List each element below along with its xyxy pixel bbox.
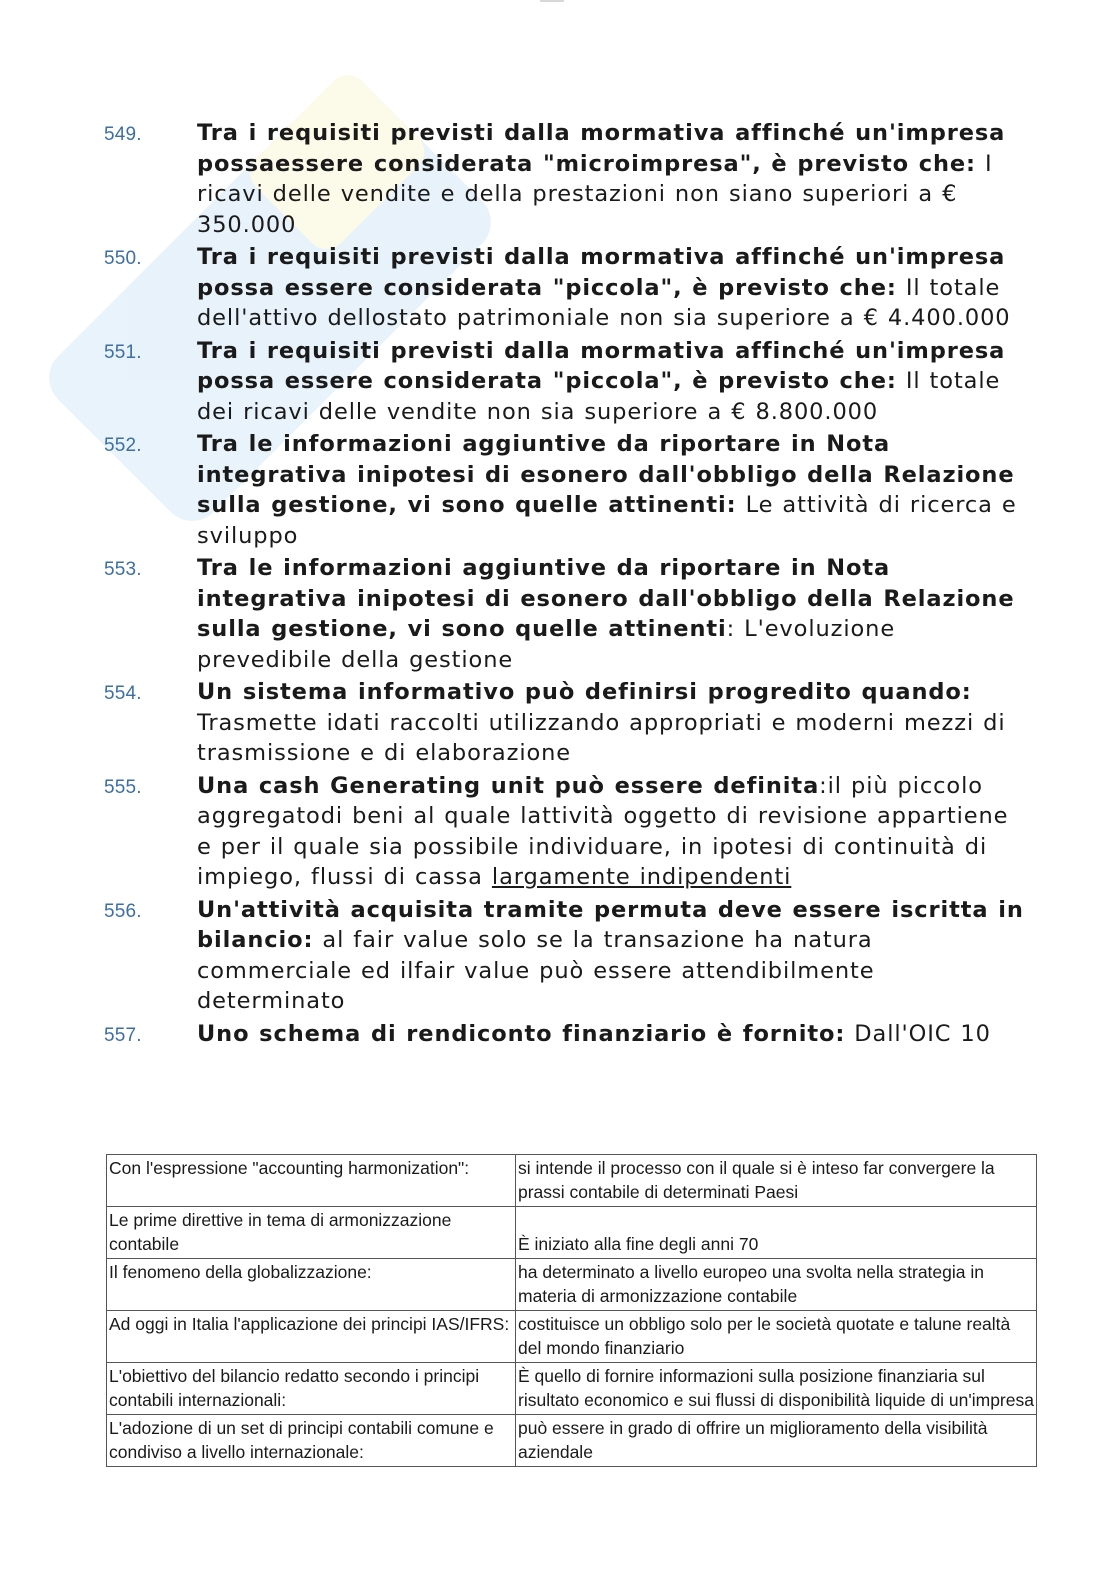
item-answer: Dall'OIC 10 bbox=[845, 1020, 991, 1047]
question-answer-list bbox=[104, 118, 1024, 1049]
qa-item-555 bbox=[104, 771, 1024, 893]
table-cell-question: Il fenomeno della globalizzazione: bbox=[107, 1259, 516, 1311]
item-text bbox=[197, 1019, 1024, 1050]
item-answer: I ricavi delle vendite e della prestazioni non siano superiori a € 350.000 bbox=[197, 150, 993, 238]
table-cell-question: L'obiettivo del bilancio redatto secondo i principi contabili internazionali: bbox=[107, 1363, 516, 1415]
item-question: Uno schema di rendiconto finanziario è fornito: bbox=[197, 1020, 846, 1047]
item-number: 552. bbox=[104, 435, 142, 456]
table-row bbox=[107, 1259, 1037, 1311]
item-question: Una cash Generating unit può essere definita bbox=[197, 772, 820, 799]
item-question: Tra i requisiti previsti dalla mormativa affinché un'impresa possa essere considerata "piccola", è previsto che: bbox=[197, 337, 1006, 394]
qa-item-549 bbox=[104, 118, 1024, 240]
item-number: 553. bbox=[104, 559, 142, 580]
table-cell-answer: costituisce un obbligo solo per le società quotate e talune realtà del mondo finanziario bbox=[516, 1311, 1037, 1363]
item-question: Tra le informazioni aggiuntive da riportare in Nota integrativa inipotesi di esonero dall'obbligo della Relazione sulla gestione, vi sono quelle attinenti: bbox=[197, 431, 1015, 518]
item-text bbox=[197, 336, 1024, 428]
table-cell-answer: si intende il processo con il quale si è inteso far convergere la prassi contabile di determinati Paesi bbox=[516, 1155, 1037, 1207]
table-cell-question: L'adozione di un set di principi contabili comune e condiviso a livello internazionale: bbox=[107, 1415, 516, 1467]
table-cell-answer: ha determinato a livello europeo una svolta nella strategia in materia di armonizzazione contabile bbox=[516, 1259, 1037, 1311]
summary-table bbox=[106, 1154, 1037, 1467]
item-answer: :il più piccolo aggregatodi beni al quale lattività oggetto di revisione appartiene e per il quale sia possibile individuare, in ipotesi di continuità di impiego, flussi di cassa bbox=[197, 772, 1009, 890]
item-text bbox=[197, 118, 1024, 240]
item-text bbox=[197, 771, 1024, 893]
item-answer-underlined: largamente indipendenti bbox=[491, 864, 792, 890]
item-answer: Il totale dei ricavi delle vendite non sia superiore a € 8.800.000 bbox=[197, 368, 1001, 425]
qa-item-550 bbox=[104, 242, 1024, 334]
table-cell-answer: può essere in grado di offrire un miglioramento della visibilità aziendale bbox=[516, 1415, 1037, 1467]
item-number: 551. bbox=[104, 341, 142, 363]
qa-item-557 bbox=[104, 1019, 1024, 1050]
table-row bbox=[107, 1207, 1037, 1259]
item-text bbox=[197, 677, 1024, 769]
item-question: Tra le informazioni aggiuntive da riportare in Nota integrativa inipotesi di esonero dall'obbligo della Relazione sulla gestione, vi sono quelle attinenti bbox=[197, 555, 1015, 642]
top-margin-mark bbox=[540, 0, 564, 2]
item-answer: Il totale dell'attivo dellostato patrimoniale non sia superiore a € 4.400.000 bbox=[197, 274, 1011, 331]
item-answer: al fair value solo se la transazione ha natura commerciale ed ilfair value può essere attendibilmente determinato bbox=[197, 927, 875, 1014]
item-number: 554. bbox=[104, 683, 142, 704]
item-question: Un sistema informativo può definirsi progredito quando: bbox=[197, 679, 972, 705]
qa-item-552 bbox=[104, 429, 1024, 551]
qa-item-553 bbox=[104, 553, 1024, 675]
qa-item-554 bbox=[104, 677, 1024, 769]
item-number: 550. bbox=[104, 248, 142, 269]
item-text bbox=[197, 895, 1024, 1017]
item-question: Un'attività acquisita tramite permuta deve essere iscritta in bilancio: bbox=[197, 896, 1024, 953]
item-number: 555. bbox=[104, 776, 142, 798]
item-question: Tra i requisiti previsti dalla mormativa affinché un'impresa possa essere considerata "piccola", è previsto che: bbox=[197, 244, 1006, 301]
item-answer: Trasmette idati raccolti utilizzando appropriati e moderni mezzi di trasmissione e di elaborazione bbox=[197, 709, 1006, 766]
item-text bbox=[197, 242, 1024, 334]
table-cell-question: Le prime direttive in tema di armonizzazione contabile bbox=[107, 1207, 516, 1259]
item-answer: : L'evoluzione prevedibile della gestione bbox=[197, 616, 896, 673]
item-text bbox=[197, 553, 1024, 675]
qa-item-556 bbox=[104, 895, 1024, 1017]
table-cell-answer: È iniziato alla fine degli anni 70 bbox=[516, 1207, 1037, 1259]
item-answer: Le attività di ricerca e sviluppo bbox=[197, 492, 1017, 549]
table-row bbox=[107, 1363, 1037, 1415]
item-number: 549. bbox=[104, 124, 142, 145]
table-cell-question: Con l'espressione "accounting harmonization": bbox=[107, 1155, 516, 1207]
table-row bbox=[107, 1311, 1037, 1363]
table-row bbox=[107, 1415, 1037, 1467]
item-number: 557. bbox=[104, 1024, 142, 1046]
item-text bbox=[197, 429, 1024, 551]
table-row bbox=[107, 1155, 1037, 1207]
qa-item-551 bbox=[104, 336, 1024, 428]
table-cell-question: Ad oggi in Italia l'applicazione dei principi IAS/IFRS: bbox=[107, 1311, 516, 1363]
table-cell-answer: È quello di fornire informazioni sulla posizione finanziaria sul risultato economico e sui flussi di disponibilità liquide di un'impresa bbox=[516, 1363, 1037, 1415]
item-number: 556. bbox=[104, 900, 142, 922]
item-question: Tra i requisiti previsti dalla mormativa affinché un'impresa possaessere considerata "microimpresa", è previsto che: bbox=[197, 120, 1006, 177]
